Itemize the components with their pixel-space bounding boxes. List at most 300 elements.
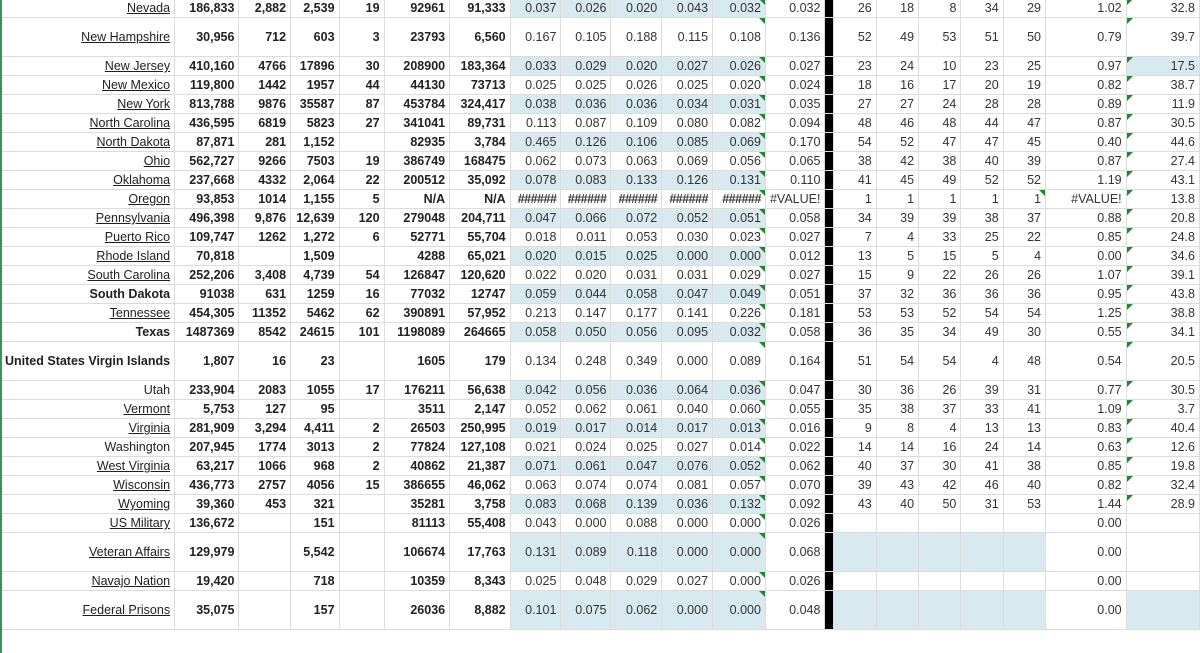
cell-average[interactable]: 0.026 <box>765 572 825 591</box>
cell-rank[interactable]: 36 <box>961 285 1003 304</box>
cell-rank[interactable]: 26 <box>1003 266 1045 285</box>
cell-rate[interactable]: 0.011 <box>561 228 611 247</box>
cell-average[interactable]: 0.058 <box>765 323 825 342</box>
cell-rate[interactable]: 0.062 <box>611 591 662 630</box>
cell-count[interactable]: 12,639 <box>291 209 339 228</box>
cell-jurisdiction[interactable] <box>1 476 175 495</box>
cell-rank[interactable]: 38 <box>876 400 918 419</box>
cell-count[interactable]: 5,542 <box>291 533 339 572</box>
cell-rank[interactable]: 47 <box>1003 114 1045 133</box>
cell-rate[interactable]: 0.126 <box>561 133 611 152</box>
cell-rank[interactable] <box>961 572 1003 591</box>
cell-ratio[interactable]: 0.00 <box>1046 514 1127 533</box>
cell-count[interactable]: 3511 <box>384 400 450 419</box>
cell-rank[interactable]: 34 <box>834 209 876 228</box>
jurisdiction-link[interactable]: Rhode Island <box>96 249 171 263</box>
cell-average[interactable]: 0.016 <box>765 419 825 438</box>
cell-rank[interactable]: 54 <box>834 133 876 152</box>
cell-ratio[interactable]: 0.88 <box>1046 209 1127 228</box>
cell-count[interactable]: 1,272 <box>291 228 339 247</box>
cell-count[interactable]: 4332 <box>239 171 291 190</box>
cell-count[interactable]: 200512 <box>384 171 450 190</box>
cell-rate[interactable]: 0.248 <box>561 342 611 381</box>
cell-rank[interactable]: 28 <box>961 95 1003 114</box>
cell-rank[interactable]: 26 <box>961 266 1003 285</box>
cell-rank[interactable]: 39 <box>1003 152 1045 171</box>
cell-rank[interactable]: 41 <box>1003 400 1045 419</box>
cell-rate[interactable]: 0.050 <box>561 323 611 342</box>
cell-rate[interactable]: 0.066 <box>561 209 611 228</box>
cell-rank[interactable] <box>961 591 1003 630</box>
cell-rate[interactable]: 0.031 <box>662 266 713 285</box>
cell-rank[interactable]: 54 <box>961 304 1003 323</box>
cell-count[interactable]: 252,206 <box>175 266 239 285</box>
cell-count[interactable]: 129,979 <box>175 533 239 572</box>
cell-count[interactable] <box>339 342 384 381</box>
cell-ratio[interactable]: 0.82 <box>1046 476 1127 495</box>
cell-rate[interactable]: 0.025 <box>561 76 611 95</box>
cell-rank[interactable]: 37 <box>919 400 961 419</box>
cell-rate[interactable]: 0.063 <box>611 152 662 171</box>
cell-count[interactable]: 968 <box>291 457 339 476</box>
cell-count[interactable]: 1259 <box>291 285 339 304</box>
cell-rate[interactable]: 0.088 <box>611 514 662 533</box>
cell-count[interactable]: 436,773 <box>175 476 239 495</box>
jurisdiction-link[interactable]: Nevada <box>127 1 171 15</box>
cell-count[interactable]: 179 <box>450 342 511 381</box>
cell-average[interactable]: 0.170 <box>765 133 825 152</box>
cell-count[interactable]: 70,818 <box>175 247 239 266</box>
cell-rank[interactable]: 13 <box>834 247 876 266</box>
cell-count[interactable]: 35,092 <box>450 171 511 190</box>
cell-rank[interactable]: 46 <box>961 476 1003 495</box>
cell-value[interactable]: 28.9 <box>1126 495 1199 514</box>
cell-count[interactable]: 11352 <box>239 304 291 323</box>
cell-rank[interactable]: 37 <box>834 285 876 304</box>
jurisdiction-link[interactable]: Wyoming <box>118 497 171 511</box>
cell-rate[interactable]: 0.000 <box>713 533 766 572</box>
cell-rate[interactable]: 0.014 <box>713 438 766 457</box>
cell-rate[interactable]: 0.188 <box>611 18 662 57</box>
cell-rank[interactable]: 53 <box>919 18 961 57</box>
cell-rank[interactable]: 42 <box>919 476 961 495</box>
cell-rank[interactable]: 8 <box>919 0 961 18</box>
cell-ratio[interactable]: #VALUE! <box>1046 190 1127 209</box>
cell-rank[interactable]: 16 <box>876 76 918 95</box>
cell-count[interactable]: 324,417 <box>450 95 511 114</box>
cell-rate[interactable]: 0.074 <box>611 476 662 495</box>
cell-ratio[interactable]: 0.95 <box>1046 285 1127 304</box>
cell-rank[interactable]: 47 <box>919 133 961 152</box>
cell-rate[interactable]: 0.031 <box>611 266 662 285</box>
cell-rate[interactable]: 0.000 <box>561 514 611 533</box>
cell-average[interactable]: 0.027 <box>765 266 825 285</box>
cell-count[interactable]: 3 <box>339 18 384 57</box>
cell-count[interactable]: 1605 <box>384 342 450 381</box>
cell-rate[interactable]: 0.032 <box>713 323 766 342</box>
cell-count[interactable]: N/A <box>450 190 511 209</box>
cell-rank[interactable]: 50 <box>1003 18 1045 57</box>
cell-average[interactable]: 0.024 <box>765 76 825 95</box>
cell-count[interactable]: 106674 <box>384 533 450 572</box>
cell-count[interactable]: 250,995 <box>450 419 511 438</box>
cell-rate[interactable]: 0.020 <box>510 247 561 266</box>
cell-ratio[interactable]: 0.89 <box>1046 95 1127 114</box>
cell-count[interactable]: 168475 <box>450 152 511 171</box>
cell-rank[interactable]: 38 <box>919 152 961 171</box>
cell-rank[interactable] <box>919 514 961 533</box>
cell-rank[interactable]: 1 <box>919 190 961 209</box>
cell-rank[interactable]: 30 <box>919 457 961 476</box>
cell-rank[interactable]: 48 <box>919 114 961 133</box>
cell-rank[interactable]: 5 <box>961 247 1003 266</box>
cell-count[interactable]: 126847 <box>384 266 450 285</box>
cell-rate[interactable]: 0.052 <box>713 457 766 476</box>
cell-rate[interactable]: 0.131 <box>713 171 766 190</box>
cell-count[interactable]: 1774 <box>239 438 291 457</box>
cell-rank[interactable]: 52 <box>876 133 918 152</box>
cell-count[interactable]: 8542 <box>239 323 291 342</box>
cell-rate[interactable]: 0.034 <box>662 95 713 114</box>
cell-value[interactable]: 40.4 <box>1126 419 1199 438</box>
cell-rate[interactable]: 0.131 <box>510 533 561 572</box>
cell-rank[interactable]: 52 <box>834 18 876 57</box>
cell-rank[interactable]: 24 <box>919 95 961 114</box>
cell-average[interactable]: 0.051 <box>765 285 825 304</box>
cell-rate[interactable]: 0.000 <box>662 591 713 630</box>
cell-count[interactable]: 341041 <box>384 114 450 133</box>
cell-rank[interactable]: 45 <box>876 171 918 190</box>
cell-rank[interactable]: 49 <box>961 323 1003 342</box>
cell-count[interactable] <box>339 400 384 419</box>
cell-value[interactable]: 32.8 <box>1126 0 1199 18</box>
cell-rate[interactable]: 0.025 <box>611 247 662 266</box>
cell-rate[interactable]: 0.026 <box>611 76 662 95</box>
cell-count[interactable] <box>339 591 384 630</box>
cell-rank[interactable]: 27 <box>876 95 918 114</box>
cell-count[interactable]: 63,217 <box>175 457 239 476</box>
cell-jurisdiction[interactable] <box>1 342 175 381</box>
cell-count[interactable]: 9266 <box>239 152 291 171</box>
cell-jurisdiction[interactable] <box>1 133 175 152</box>
cell-count[interactable]: 8,882 <box>450 591 511 630</box>
cell-count[interactable]: 3013 <box>291 438 339 457</box>
cell-rate[interactable]: 0.213 <box>510 304 561 323</box>
cell-rate[interactable]: 0.026 <box>561 0 611 18</box>
cell-rank[interactable]: 54 <box>876 342 918 381</box>
cell-rank[interactable]: 23 <box>834 57 876 76</box>
cell-count[interactable]: 120,620 <box>450 266 511 285</box>
cell-count[interactable]: 4,739 <box>291 266 339 285</box>
cell-rate[interactable]: 0.105 <box>561 18 611 57</box>
cell-rate[interactable]: 0.020 <box>713 76 766 95</box>
cell-rank[interactable]: 49 <box>876 18 918 57</box>
cell-count[interactable]: 2 <box>339 457 384 476</box>
cell-rate[interactable]: 0.000 <box>713 247 766 266</box>
cell-value[interactable] <box>1126 572 1199 591</box>
cell-jurisdiction[interactable] <box>1 285 175 304</box>
cell-average[interactable]: 0.092 <box>765 495 825 514</box>
cell-rank[interactable]: 36 <box>834 323 876 342</box>
cell-count[interactable] <box>339 495 384 514</box>
cell-rate[interactable]: ###### <box>662 190 713 209</box>
cell-rate[interactable]: 0.024 <box>561 438 611 457</box>
cell-count[interactable]: 1055 <box>291 381 339 400</box>
cell-rate[interactable]: 0.047 <box>662 285 713 304</box>
cell-count[interactable]: 27 <box>339 114 384 133</box>
cell-count[interactable]: 1198089 <box>384 323 450 342</box>
cell-rank[interactable] <box>876 591 918 630</box>
cell-count[interactable]: 10359 <box>384 572 450 591</box>
cell-count[interactable]: 17896 <box>291 57 339 76</box>
cell-jurisdiction[interactable] <box>1 114 175 133</box>
cell-count[interactable] <box>239 591 291 630</box>
cell-count[interactable]: 1262 <box>239 228 291 247</box>
cell-rank[interactable]: 34 <box>961 0 1003 18</box>
cell-rate[interactable]: 0.109 <box>611 114 662 133</box>
cell-rank[interactable]: 13 <box>961 419 1003 438</box>
cell-value[interactable]: 38.7 <box>1126 76 1199 95</box>
cell-rank[interactable]: 52 <box>1003 171 1045 190</box>
cell-average[interactable]: 0.032 <box>765 0 825 18</box>
jurisdiction-link[interactable]: US Military <box>109 516 171 530</box>
cell-rank[interactable]: 4 <box>1003 247 1045 266</box>
cell-ratio[interactable]: 0.85 <box>1046 457 1127 476</box>
cell-rank[interactable]: 33 <box>919 228 961 247</box>
cell-rank[interactable]: 31 <box>1003 381 1045 400</box>
cell-ratio[interactable]: 0.40 <box>1046 133 1127 152</box>
cell-rank[interactable]: 36 <box>876 381 918 400</box>
cell-jurisdiction[interactable] <box>1 495 175 514</box>
cell-rate[interactable]: 0.147 <box>561 304 611 323</box>
cell-rank[interactable] <box>876 572 918 591</box>
cell-count[interactable]: 264665 <box>450 323 511 342</box>
cell-count[interactable]: 5 <box>339 190 384 209</box>
cell-rank[interactable]: 40 <box>1003 476 1045 495</box>
cell-rate[interactable]: 0.029 <box>713 266 766 285</box>
jurisdiction-link[interactable]: Oklahoma <box>113 173 171 187</box>
cell-rank[interactable]: 18 <box>834 76 876 95</box>
cell-count[interactable]: 453784 <box>384 95 450 114</box>
cell-count[interactable] <box>239 533 291 572</box>
cell-ratio[interactable]: 1.07 <box>1046 266 1127 285</box>
cell-rank[interactable]: 46 <box>876 114 918 133</box>
cell-count[interactable]: 204,711 <box>450 209 511 228</box>
cell-value[interactable]: 20.8 <box>1126 209 1199 228</box>
cell-jurisdiction[interactable] <box>1 381 175 400</box>
cell-count[interactable]: 281 <box>239 133 291 152</box>
cell-rate[interactable]: 0.038 <box>510 95 561 114</box>
cell-rank[interactable]: 8 <box>876 419 918 438</box>
jurisdiction-link[interactable]: New Hampshire <box>81 29 171 44</box>
cell-rank[interactable]: 53 <box>1003 495 1045 514</box>
cell-ratio[interactable]: 1.09 <box>1046 400 1127 419</box>
cell-rate[interactable]: 0.025 <box>662 76 713 95</box>
cell-count[interactable]: 813,788 <box>175 95 239 114</box>
cell-ratio[interactable]: 0.87 <box>1046 114 1127 133</box>
cell-rate[interactable]: 0.057 <box>713 476 766 495</box>
cell-count[interactable]: 23793 <box>384 18 450 57</box>
cell-jurisdiction[interactable] <box>1 323 175 342</box>
jurisdiction-link[interactable]: Oregon <box>128 192 171 206</box>
cell-count[interactable] <box>339 572 384 591</box>
cell-count[interactable]: 321 <box>291 495 339 514</box>
cell-count[interactable]: 603 <box>291 18 339 57</box>
cell-rank[interactable]: 1 <box>1003 190 1045 209</box>
cell-rank[interactable]: 53 <box>834 304 876 323</box>
cell-jurisdiction[interactable] <box>1 95 175 114</box>
cell-ratio[interactable]: 0.00 <box>1046 533 1127 572</box>
cell-rate[interactable]: 0.115 <box>662 18 713 57</box>
cell-count[interactable] <box>339 533 384 572</box>
cell-count[interactable]: 55,408 <box>450 514 511 533</box>
cell-count[interactable]: 4056 <box>291 476 339 495</box>
cell-rank[interactable]: 39 <box>961 381 1003 400</box>
cell-rate[interactable]: 0.027 <box>662 572 713 591</box>
cell-count[interactable] <box>339 514 384 533</box>
cell-rank[interactable]: 40 <box>876 495 918 514</box>
cell-rank[interactable]: 26 <box>919 381 961 400</box>
cell-rate[interactable]: 0.040 <box>662 400 713 419</box>
cell-rate[interactable]: 0.058 <box>510 323 561 342</box>
cell-count[interactable]: 2,064 <box>291 171 339 190</box>
cell-count[interactable]: 35,075 <box>175 591 239 630</box>
jurisdiction-link[interactable]: Virginia <box>128 421 171 435</box>
cell-rank[interactable]: 36 <box>1003 285 1045 304</box>
jurisdiction-link[interactable]: West Virginia <box>96 459 171 473</box>
cell-jurisdiction[interactable] <box>1 57 175 76</box>
cell-average[interactable]: 0.012 <box>765 247 825 266</box>
cell-value[interactable]: 34.1 <box>1126 323 1199 342</box>
cell-jurisdiction[interactable] <box>1 190 175 209</box>
jurisdiction-link[interactable]: New Mexico <box>102 78 171 92</box>
cell-rank[interactable]: 39 <box>876 209 918 228</box>
cell-rate[interactable]: 0.019 <box>510 419 561 438</box>
cell-value[interactable]: 43.1 <box>1126 171 1199 190</box>
cell-rate[interactable]: 0.027 <box>662 438 713 457</box>
jurisdiction-link[interactable]: Puerto Rico <box>104 230 171 244</box>
cell-rate[interactable]: 0.048 <box>561 572 611 591</box>
cell-count[interactable]: 453 <box>239 495 291 514</box>
cell-count[interactable]: 3,784 <box>450 133 511 152</box>
cell-rate[interactable]: 0.029 <box>611 572 662 591</box>
cell-ratio[interactable]: 0.83 <box>1046 419 1127 438</box>
cell-rank[interactable]: 45 <box>1003 133 1045 152</box>
cell-rate[interactable]: 0.036 <box>611 381 662 400</box>
cell-rate[interactable]: 0.068 <box>561 495 611 514</box>
cell-count[interactable]: 1487369 <box>175 323 239 342</box>
cell-value[interactable]: 44.6 <box>1126 133 1199 152</box>
cell-rate[interactable]: 0.101 <box>510 591 561 630</box>
cell-ratio[interactable]: 0.55 <box>1046 323 1127 342</box>
cell-count[interactable]: 386749 <box>384 152 450 171</box>
cell-rank[interactable]: 37 <box>1003 209 1045 228</box>
cell-rank[interactable]: 33 <box>961 400 1003 419</box>
cell-value[interactable]: 39.7 <box>1126 18 1199 57</box>
cell-rate[interactable]: 0.017 <box>662 419 713 438</box>
cell-rate[interactable]: 0.465 <box>510 133 561 152</box>
cell-count[interactable]: 281,909 <box>175 419 239 438</box>
cell-rate[interactable]: 0.043 <box>662 0 713 18</box>
cell-count[interactable]: 2,882 <box>239 0 291 18</box>
cell-count[interactable]: 208900 <box>384 57 450 76</box>
cell-ratio[interactable]: 0.00 <box>1046 247 1127 266</box>
cell-count[interactable]: 119,800 <box>175 76 239 95</box>
cell-rank[interactable]: 41 <box>961 457 1003 476</box>
cell-rank[interactable]: 24 <box>961 438 1003 457</box>
cell-count[interactable]: 454,305 <box>175 304 239 323</box>
cell-jurisdiction[interactable] <box>1 438 175 457</box>
cell-rate[interactable]: 0.139 <box>611 495 662 514</box>
cell-count[interactable]: 127,108 <box>450 438 511 457</box>
cell-count[interactable]: 93,853 <box>175 190 239 209</box>
cell-rank[interactable] <box>961 514 1003 533</box>
cell-rank[interactable]: 22 <box>919 266 961 285</box>
cell-rate[interactable]: 0.087 <box>561 114 611 133</box>
cell-ratio[interactable]: 0.77 <box>1046 381 1127 400</box>
cell-rank[interactable]: 19 <box>1003 76 1045 95</box>
cell-count[interactable]: 2757 <box>239 476 291 495</box>
cell-average[interactable]: 0.110 <box>765 171 825 190</box>
cell-rank[interactable]: 14 <box>834 438 876 457</box>
cell-rate[interactable]: 0.025 <box>510 572 561 591</box>
cell-count[interactable]: 30 <box>339 57 384 76</box>
cell-rank[interactable] <box>919 572 961 591</box>
cell-count[interactable]: 3,294 <box>239 419 291 438</box>
cell-count[interactable]: 6 <box>339 228 384 247</box>
cell-rate[interactable]: 0.037 <box>510 0 561 18</box>
cell-rate[interactable]: 0.083 <box>510 495 561 514</box>
cell-count[interactable]: 1,155 <box>291 190 339 209</box>
cell-count[interactable]: 136,672 <box>175 514 239 533</box>
cell-rank[interactable]: 54 <box>1003 304 1045 323</box>
cell-count[interactable] <box>239 247 291 266</box>
cell-rank[interactable]: 44 <box>961 114 1003 133</box>
cell-count[interactable]: 19 <box>339 0 384 18</box>
cell-value[interactable]: 30.5 <box>1126 381 1199 400</box>
cell-ratio[interactable]: 0.79 <box>1046 18 1127 57</box>
cell-rate[interactable]: 0.000 <box>713 572 766 591</box>
cell-count[interactable] <box>339 247 384 266</box>
cell-rank[interactable]: 24 <box>876 57 918 76</box>
cell-jurisdiction[interactable] <box>1 457 175 476</box>
cell-count[interactable]: 410,160 <box>175 57 239 76</box>
cell-rate[interactable]: 0.000 <box>662 533 713 572</box>
cell-rate[interactable]: 0.076 <box>662 457 713 476</box>
cell-rank[interactable]: 31 <box>961 495 1003 514</box>
cell-rank[interactable]: 39 <box>919 209 961 228</box>
cell-rate[interactable]: 0.062 <box>561 400 611 419</box>
jurisdiction-link[interactable]: North Carolina <box>89 116 171 130</box>
cell-rate[interactable]: 0.071 <box>510 457 561 476</box>
cell-rank[interactable]: 28 <box>1003 95 1045 114</box>
cell-count[interactable] <box>339 133 384 152</box>
cell-average[interactable]: #VALUE! <box>765 190 825 209</box>
cell-count[interactable]: 4766 <box>239 57 291 76</box>
cell-rate[interactable]: 0.226 <box>713 304 766 323</box>
cell-count[interactable]: 6,560 <box>450 18 511 57</box>
cell-rank[interactable] <box>834 514 876 533</box>
cell-jurisdiction[interactable] <box>1 0 175 18</box>
cell-count[interactable]: 1,152 <box>291 133 339 152</box>
cell-rank[interactable]: 29 <box>1003 0 1045 18</box>
cell-rate[interactable]: 0.000 <box>713 591 766 630</box>
cell-jurisdiction[interactable] <box>1 572 175 591</box>
cell-rate[interactable]: 0.060 <box>713 400 766 419</box>
cell-count[interactable]: 87,871 <box>175 133 239 152</box>
jurisdiction-link[interactable]: New Jersey <box>104 59 171 73</box>
cell-rate[interactable]: 0.015 <box>561 247 611 266</box>
